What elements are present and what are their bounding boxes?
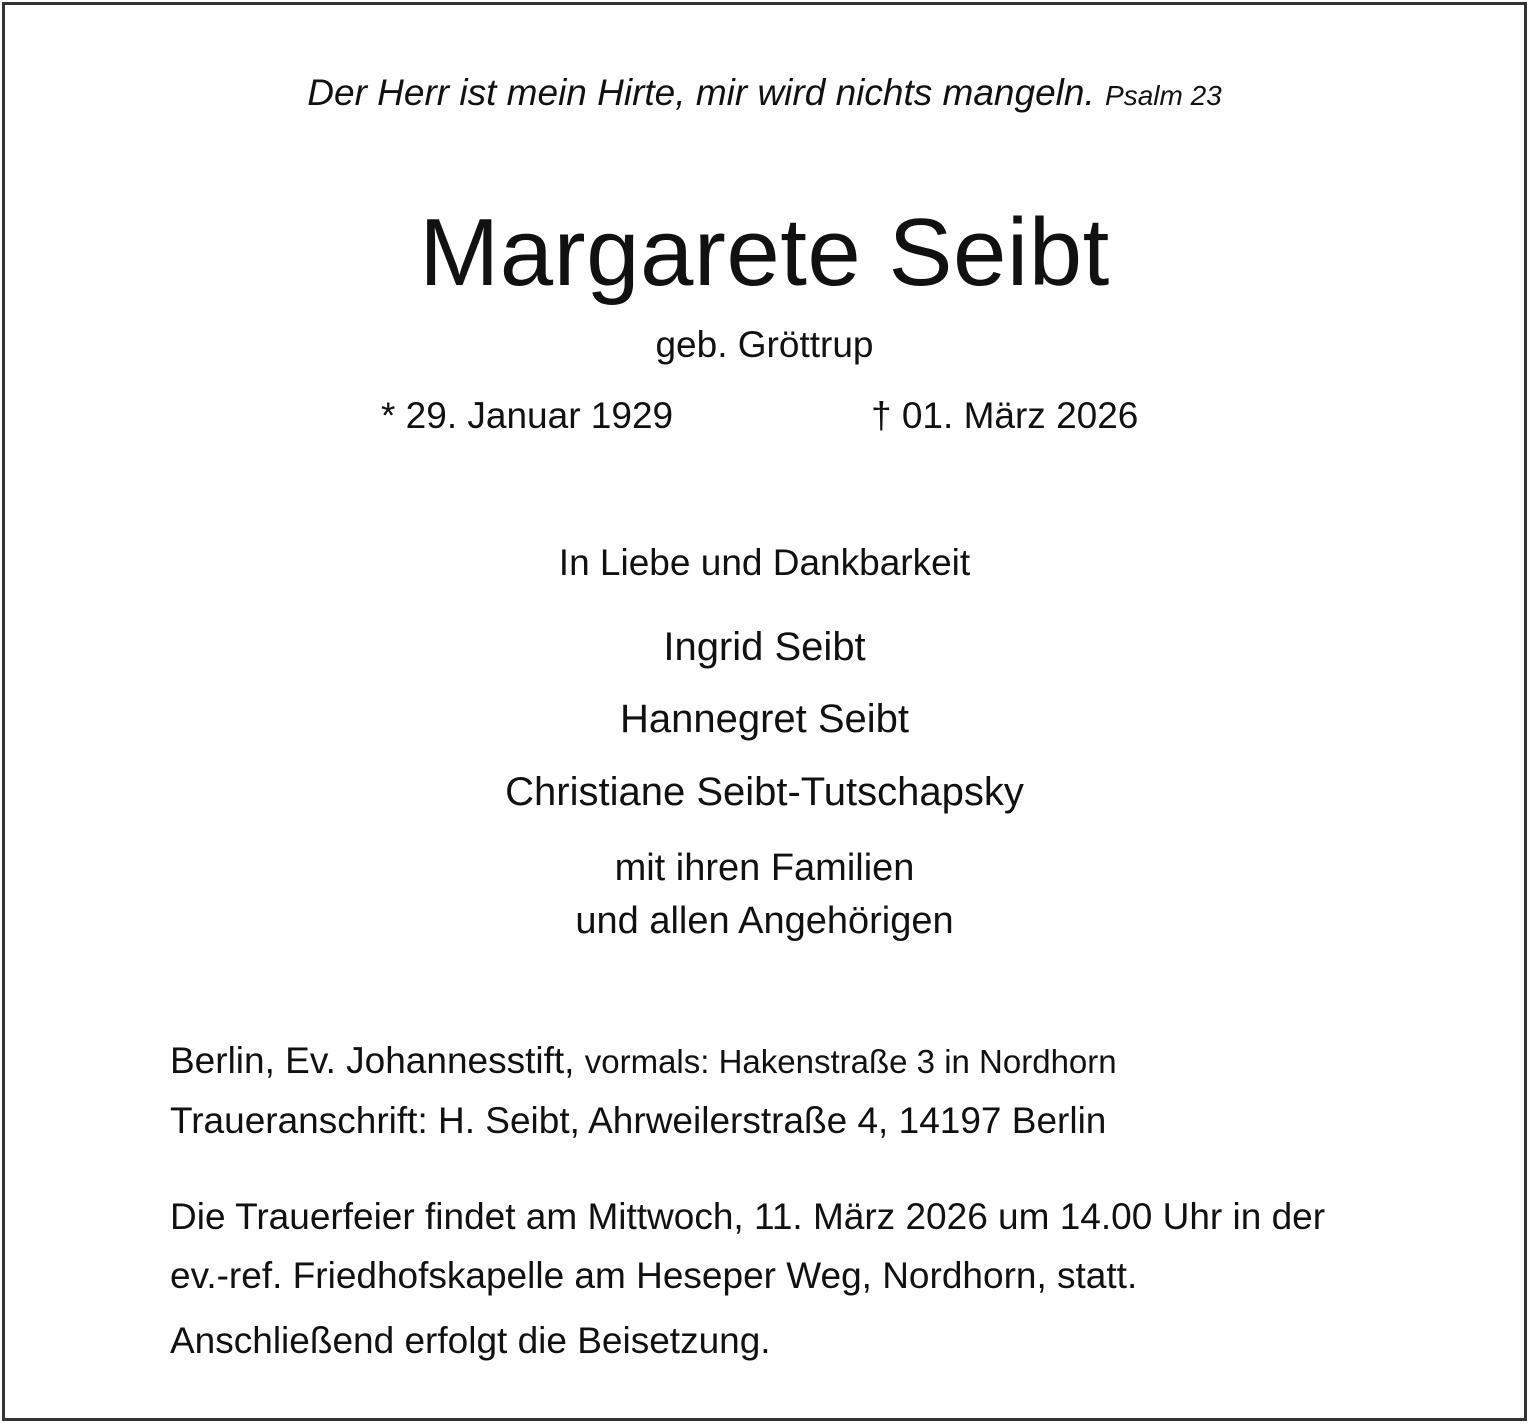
residence-line — [170, 1040, 1117, 1082]
birth-date: * 29. Januar 1929 — [381, 395, 674, 436]
service-info-line-2: ev.-ref. Friedhofskapelle am Heseper Weg, Nordhorn, statt. — [170, 1255, 1138, 1296]
mourner-name: Christiane Seibt-Tutschapsky — [505, 770, 1024, 814]
psalm-reference: Psalm 23 — [1105, 80, 1222, 111]
psalm-quote — [0, 72, 1529, 114]
mourner-name: Hannegret Seibt — [619, 697, 910, 741]
tribute-line: In Liebe und Dankbarkeit — [558, 542, 971, 583]
burial-info: Anschließend erfolgt die Beisetzung. — [170, 1320, 771, 1361]
psalm-text: Der Herr ist mein Hirte, mir wird nichts mangeln. — [307, 72, 1095, 113]
residence: Berlin, Ev. Johannesstift, — [170, 1040, 575, 1081]
families-line: mit ihren Familien — [614, 847, 915, 889]
mourner-name: Ingrid Seibt — [663, 625, 866, 669]
deceased-name: Margarete Seibt — [419, 199, 1110, 306]
mourning-address: Traueranschrift: H. Seibt, Ahrweilerstraße 4, 14197 Berlin — [170, 1100, 1107, 1141]
families-block — [0, 842, 1529, 948]
death-date: † 01. März 2026 — [871, 395, 1139, 436]
maiden-name: geb. Gröttrup — [655, 324, 874, 365]
former-address: vormals: Hakenstraße 3 in Nordhorn — [584, 1043, 1117, 1080]
relatives-line: und allen Angehörigen — [575, 900, 954, 942]
service-info-line-1: Die Trauerfeier findet am Mittwoch, 11. März 2026 um 14.00 Uhr in der — [170, 1196, 1326, 1237]
